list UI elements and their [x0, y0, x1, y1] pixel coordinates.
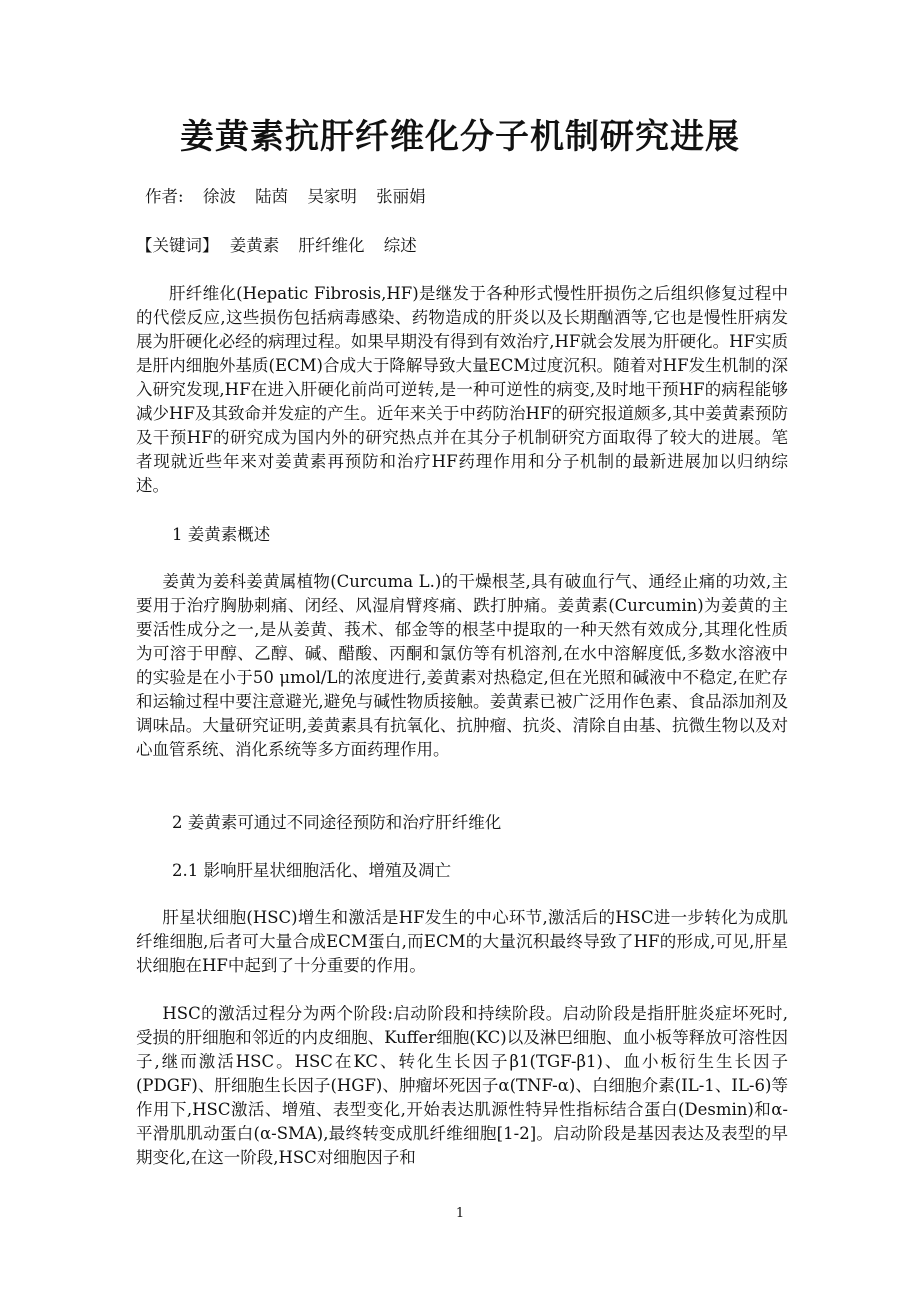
hsc-paragraph-1: 肝星状细胞(HSC)增生和激活是HF发生的中心环节,激活后的HSC进一步转化为成肌纤维细胞,后者可大量合成ECM蛋白,而ECM的大量沉积最终导致了HF的形成,可见,肝星状细胞在HF中起到了十分重要的作用。 — [136, 908, 788, 975]
keyword: 肝纤维化 — [298, 236, 365, 255]
section-heading-2-1: 2.1 影响肝星状细胞活化、增殖及凋亡 — [172, 861, 451, 880]
keyword: 综述 — [383, 236, 417, 255]
page-number: 1 — [455, 1206, 465, 1221]
author-name: 徐波 — [202, 187, 236, 206]
keywords-label: 【关键词】 — [136, 236, 219, 255]
author-line — [145, 184, 426, 210]
author-name: 吴家明 — [307, 187, 357, 206]
keywords-line — [136, 233, 417, 259]
curcumin-paragraph: 姜黄为姜科姜黄属植物(Curcuma L.)的干燥根茎,具有破血行气、通经止痛的功效,主要用于治疗胸胁刺痛、闭经、风湿肩臂疼痛、跌打肿痛。姜黄素(Curcumin)为姜黄的主要活性成分之一,是从姜黄、莪术、郁金等的根茎中提取的一种天然有效成分,其理化性质为可溶于甲醇、乙醇、碱、醋酸、丙酮和氯仿等有机溶剂,在水中溶解度低,多数水溶液中的实验是在小于50 μmol/L的浓度进行,姜黄素对热稳定,但在光照和碱液中不稳定,在贮存和运输过程中要注意避光,避免与碱性物质接触。姜黄素已被广泛用作色素、食品添加剂及调味品。大量研究证明,姜黄素具有抗氧化、抗肿瘤、抗炎、清除自由基、抗微生物以及对心血管系统、消化系统等多方面药理作用。 — [136, 572, 788, 759]
section-heading-2: 2 姜黄素可通过不同途径预防和治疗肝纤维化 — [172, 813, 502, 832]
hsc-paragraph-2: HSC的激活过程分为两个阶段:启动阶段和持续阶段。启动阶段是指肝脏炎症坏死时,受损的肝细胞和邻近的内皮细胞、Kuffer细胞(KC)以及淋巴细胞、血小板等释放可溶性因子,继而激活HSC。HSC在KC、转化生长因子β1(TGF-β1)、血小板衍生生长因子(PDGF)、肝细胞生长因子(HGF)、肿瘤坏死因子α(TNF-α)、白细胞介素(IL-1、IL-6)等作用下,HSC激活、增殖、表型变化,开始表达肌源性特异性指标结合蛋白(Desmin)和α-平滑肌肌动蛋白(α-SMA),最终转变成肌纤维细胞[1-2]。启动阶段是基因表达及表型的早期变化,在这一阶段,HSC对细胞因子和 — [136, 1004, 788, 1167]
author-name: 陆茵 — [255, 187, 289, 206]
author-name: 张丽娟 — [376, 187, 426, 206]
intro-paragraph: 肝纤维化(Hepatic Fibrosis,HF)是继发于各种形式慢性肝损伤之后组织修复过程中的代偿反应,这些损伤包括病毒感染、药物造成的肝炎以及长期酗酒等,它也是慢性肝病发展为肝硬化必经的病理过程。如果早期没有得到有效治疗,HF就会发展为肝硬化。HF实质是肝内细胞外基质(ECM)合成大于降解导致大量ECM过度沉积。随着对HF发生机制的深入研究发现,HF在进入肝硬化前尚可逆转,是一种可逆性的病变,及时地干预HF的病程能够减少HF及其致命并发症的产生。近年来关于中药防治HF的研究报道颇多,其中姜黄素预防及干预HF的研究成为国内外的研究热点并在其分子机制研究方面取得了较大的进展。笔者现就近些年来对姜黄素再预防和治疗HF药理作用和分子机制的最新进展加以归纳综述。 — [136, 284, 788, 495]
keyword: 姜黄素 — [229, 236, 280, 255]
section-heading-1: 1 姜黄素概述 — [172, 525, 271, 544]
author-label: 作者: — [145, 187, 184, 206]
paper-title: 姜黄素抗肝纤维化分子机制研究进展 — [180, 117, 740, 157]
